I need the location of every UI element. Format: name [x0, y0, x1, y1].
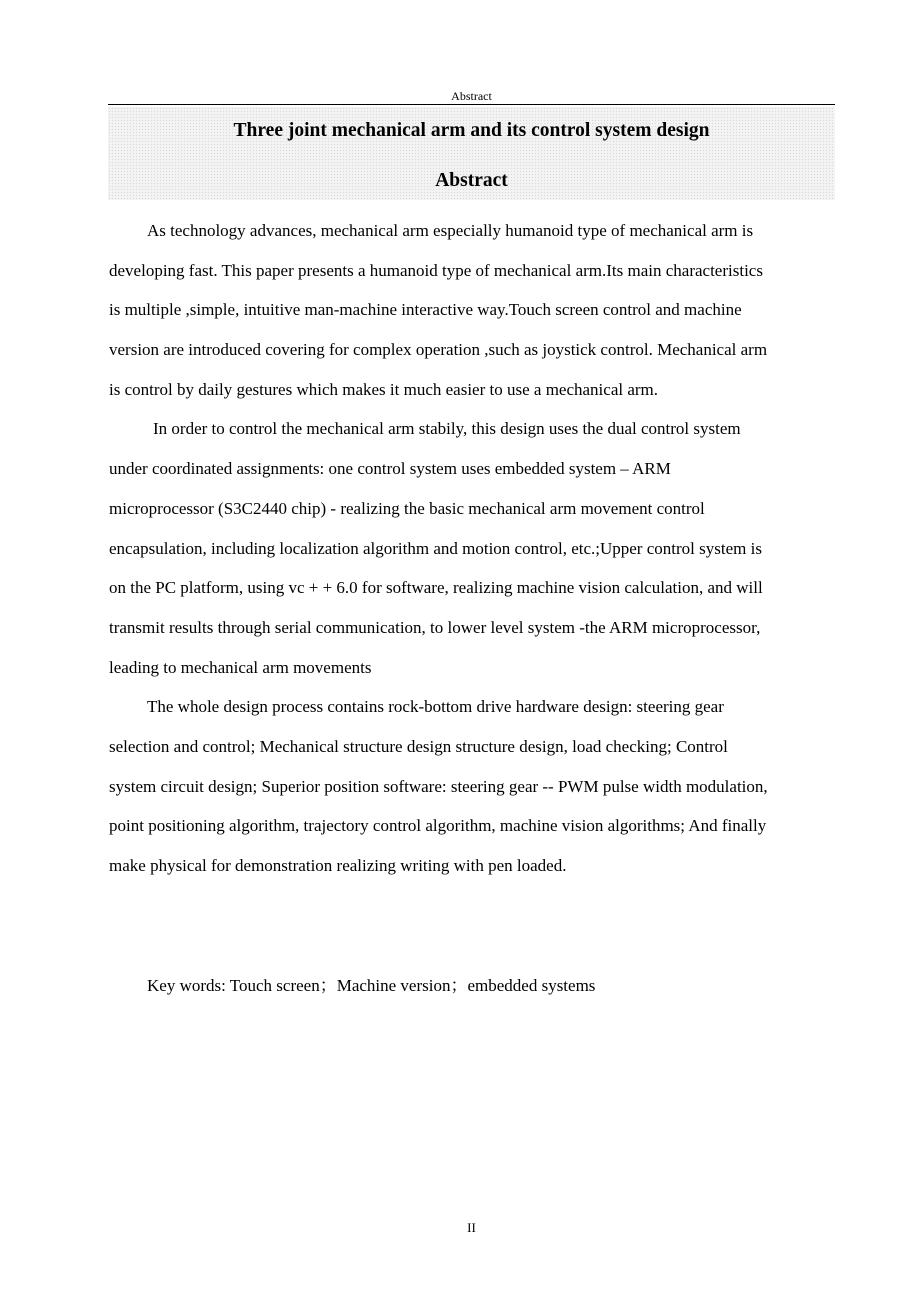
keywords-line: Key words: Touch screen；Machine version；embedded systems [147, 976, 596, 995]
text-line: is multiple ,simple, intuitive man-machine interactive way.Touch screen control and machine [109, 300, 742, 320]
text-line: on the PC platform, using vc + + 6.0 for software, realizing machine vision calculation, and will [109, 578, 763, 598]
text-line: leading to mechanical arm movements [109, 657, 372, 677]
text-line: selection and control; Mechanical structure design structure design, load checking; Control [109, 736, 728, 756]
text-line: The whole design process contains rock-bottom drive hardware design: steering gear [147, 697, 724, 717]
text-line: is control by daily gestures which makes it much easier to use a mechanical arm. [109, 379, 659, 399]
text-line: transmit results through serial communication, to lower level system -the ARM microprocessor, [109, 617, 761, 637]
text-line: developing fast. This paper presents a humanoid type of mechanical arm.Its main characteristics [109, 260, 763, 280]
text-line: make physical for demonstration realizing writing with pen loaded. [109, 856, 567, 875]
section-heading: Abstract [435, 170, 508, 191]
paragraph-3 [109, 687, 836, 885]
paragraph-2 [109, 409, 836, 687]
running-header: Abstract [451, 89, 492, 103]
text-line: In order to control the mechanical arm stabily, this design uses the dual control system [153, 419, 741, 439]
text-line: microprocessor (S3C2440 chip) - realizing the basic mechanical arm movement control [109, 498, 705, 518]
text-line: As technology advances, mechanical arm especially humanoid type of mechanical arm is [147, 221, 754, 240]
page-number: II [467, 1220, 476, 1235]
header-divider [108, 104, 835, 105]
text-line: under coordinated assignments: one control system uses embedded system – ARM [109, 459, 671, 479]
text-line: point positioning algorithm, trajectory control algorithm, machine vision algorithms; And finally [109, 816, 767, 836]
document-title: Three joint mechanical arm and its control system design [233, 120, 710, 141]
text-line: encapsulation, including localization algorithm and motion control, etc.;Upper control system is [109, 538, 762, 558]
paragraph-1 [109, 211, 836, 409]
text-line: system circuit design; Superior position software: steering gear -- PWM pulse width modulation, [109, 776, 768, 796]
text-line: version are introduced covering for complex operation ,such as joystick control. Mechanical arm [109, 340, 768, 360]
abstract-body [109, 211, 836, 886]
